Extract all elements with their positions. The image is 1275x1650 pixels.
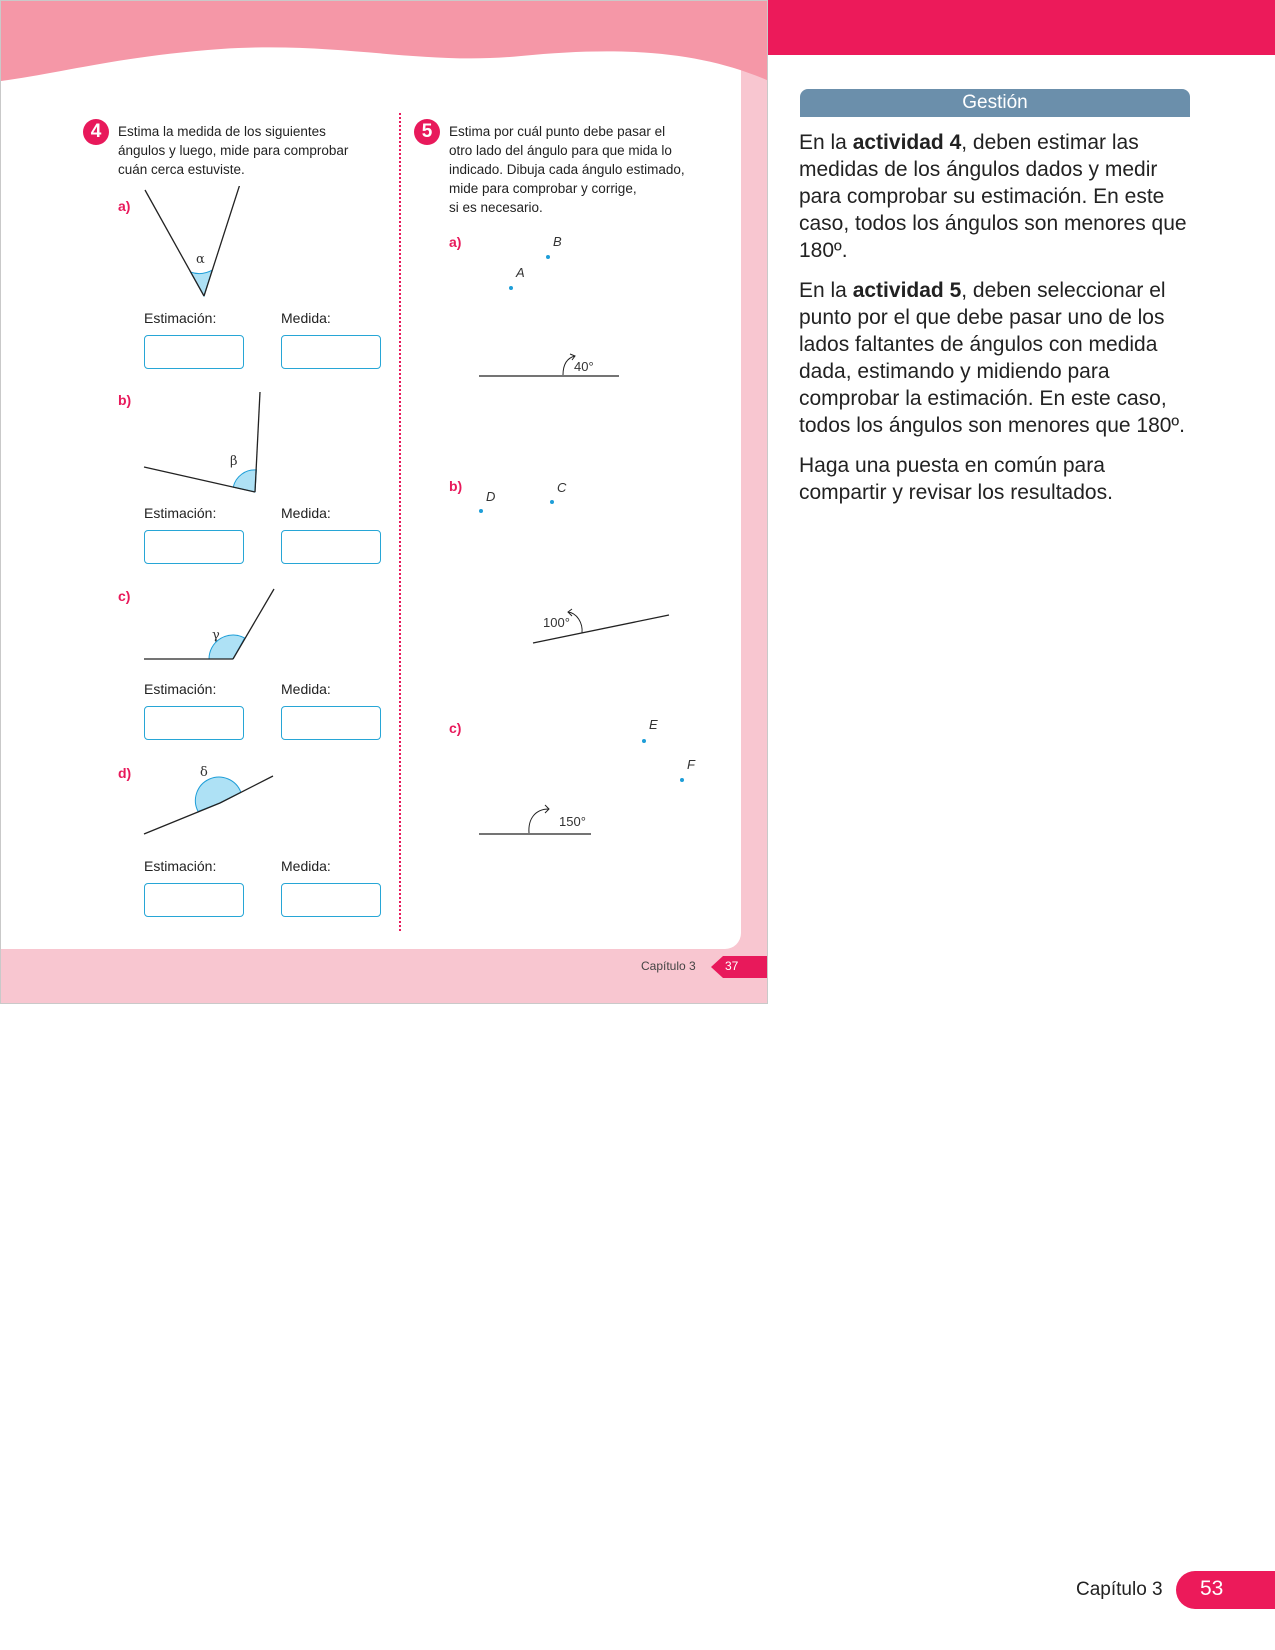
activity-5-part-c-label: c) [449, 720, 462, 736]
point-a-label: A [516, 265, 525, 280]
point-b-dot[interactable] [546, 255, 550, 259]
gestion-header: Gestión [800, 89, 1190, 117]
beta-symbol: β [230, 454, 238, 469]
activity-5-instruction: Estima por cuál punto debe pasar el otro lado del ángulo para que mida lo indicado. Dibuja cada ángulo estimado, mide para comprobar y corrige, si es necesario. [449, 124, 685, 215]
activity-5-part-a-label: a) [449, 234, 462, 250]
point-a-dot[interactable] [509, 286, 513, 290]
guide-page-tab [1176, 1571, 1275, 1609]
point-f-dot[interactable] [680, 778, 684, 782]
activity-4-part-c-label: c) [118, 588, 131, 604]
angle-beta-diagram [131, 386, 271, 496]
measure-label-d: Medida: [281, 858, 331, 874]
activity-4-part-d-label: d) [118, 765, 132, 781]
estimate-label-d: Estimación: [144, 858, 217, 874]
measure-box-a[interactable] [281, 335, 381, 369]
measure-label-b: Medida: [281, 505, 331, 521]
point-d-dot[interactable] [479, 509, 483, 513]
point-b-label: B [553, 234, 562, 249]
gamma-symbol: γ [212, 628, 220, 643]
measure-box-b[interactable] [281, 530, 381, 564]
angle-150-label: 150° [559, 814, 586, 829]
point-e-dot[interactable] [642, 739, 646, 743]
angle-alpha-diagram [131, 186, 251, 301]
estimate-box-a[interactable] [144, 335, 244, 369]
angle-40-label: 40° [574, 359, 594, 374]
guide-paragraph-activity-5: En la actividad 5, deben seleccionar el punto por el que debe pasar uno de los lados faltantes de ángulos con medida dada, estimando y midiendo para comprobar la estimación. En este caso, todos los ángulos son menores que 180º. [799, 279, 1185, 437]
guide-chapter-label: Capítulo 3 [1076, 1579, 1163, 1600]
activity-4-part-b-label: b) [118, 392, 132, 408]
activity-5-badge: 5 [414, 119, 440, 145]
guide-paragraph-closing: Haga una puesta en común para compartir y revisar los resultados. [799, 454, 1113, 504]
top-accent-bar [768, 0, 1275, 55]
guide-page-number: 53 [1200, 1577, 1224, 1600]
point-d-label: D [486, 489, 496, 504]
estimate-label-c: Estimación: [144, 681, 217, 697]
point-e-label: E [649, 717, 658, 732]
point-c-label: C [557, 480, 567, 495]
angle-gamma-diagram [131, 584, 281, 664]
activity-4-badge: 4 [83, 119, 109, 145]
estimate-box-c[interactable] [144, 706, 244, 740]
top-wave-banner [1, 1, 768, 91]
angle-40-diagram [471, 346, 631, 381]
student-page-tab [711, 956, 768, 978]
estimate-label-b: Estimación: [144, 505, 217, 521]
estimate-box-b[interactable] [144, 530, 244, 564]
measure-box-d[interactable] [281, 883, 381, 917]
activity-5-part-b-label: b) [449, 478, 463, 494]
student-chapter-label: Capítulo 3 [641, 959, 696, 973]
activity-4-instruction: Estima la medida de los siguientes ángulos y luego, mide para comprobar cuán cerca estuviste. [118, 124, 349, 177]
student-page-number: 37 [725, 959, 739, 973]
measure-label-c: Medida: [281, 681, 331, 697]
estimate-label-a: Estimación: [144, 310, 217, 326]
alpha-symbol: α [196, 252, 205, 267]
column-divider [399, 113, 401, 931]
angle-100-label: 100° [543, 615, 570, 630]
point-f-label: F [687, 757, 695, 772]
guide-paragraph-activity-4: En la actividad 4, deben estimar las medidas de los ángulos dados y medir para comprobar su estimación. En este caso, todos los ángulos son menores que 180º. [799, 131, 1187, 262]
measure-box-c[interactable] [281, 706, 381, 740]
student-page [0, 0, 768, 1004]
activity-4-part-a-label: a) [118, 198, 131, 214]
estimate-box-d[interactable] [144, 883, 244, 917]
measure-label-a: Medida: [281, 310, 331, 326]
point-c-dot[interactable] [550, 500, 554, 504]
delta-symbol: δ [200, 765, 208, 780]
